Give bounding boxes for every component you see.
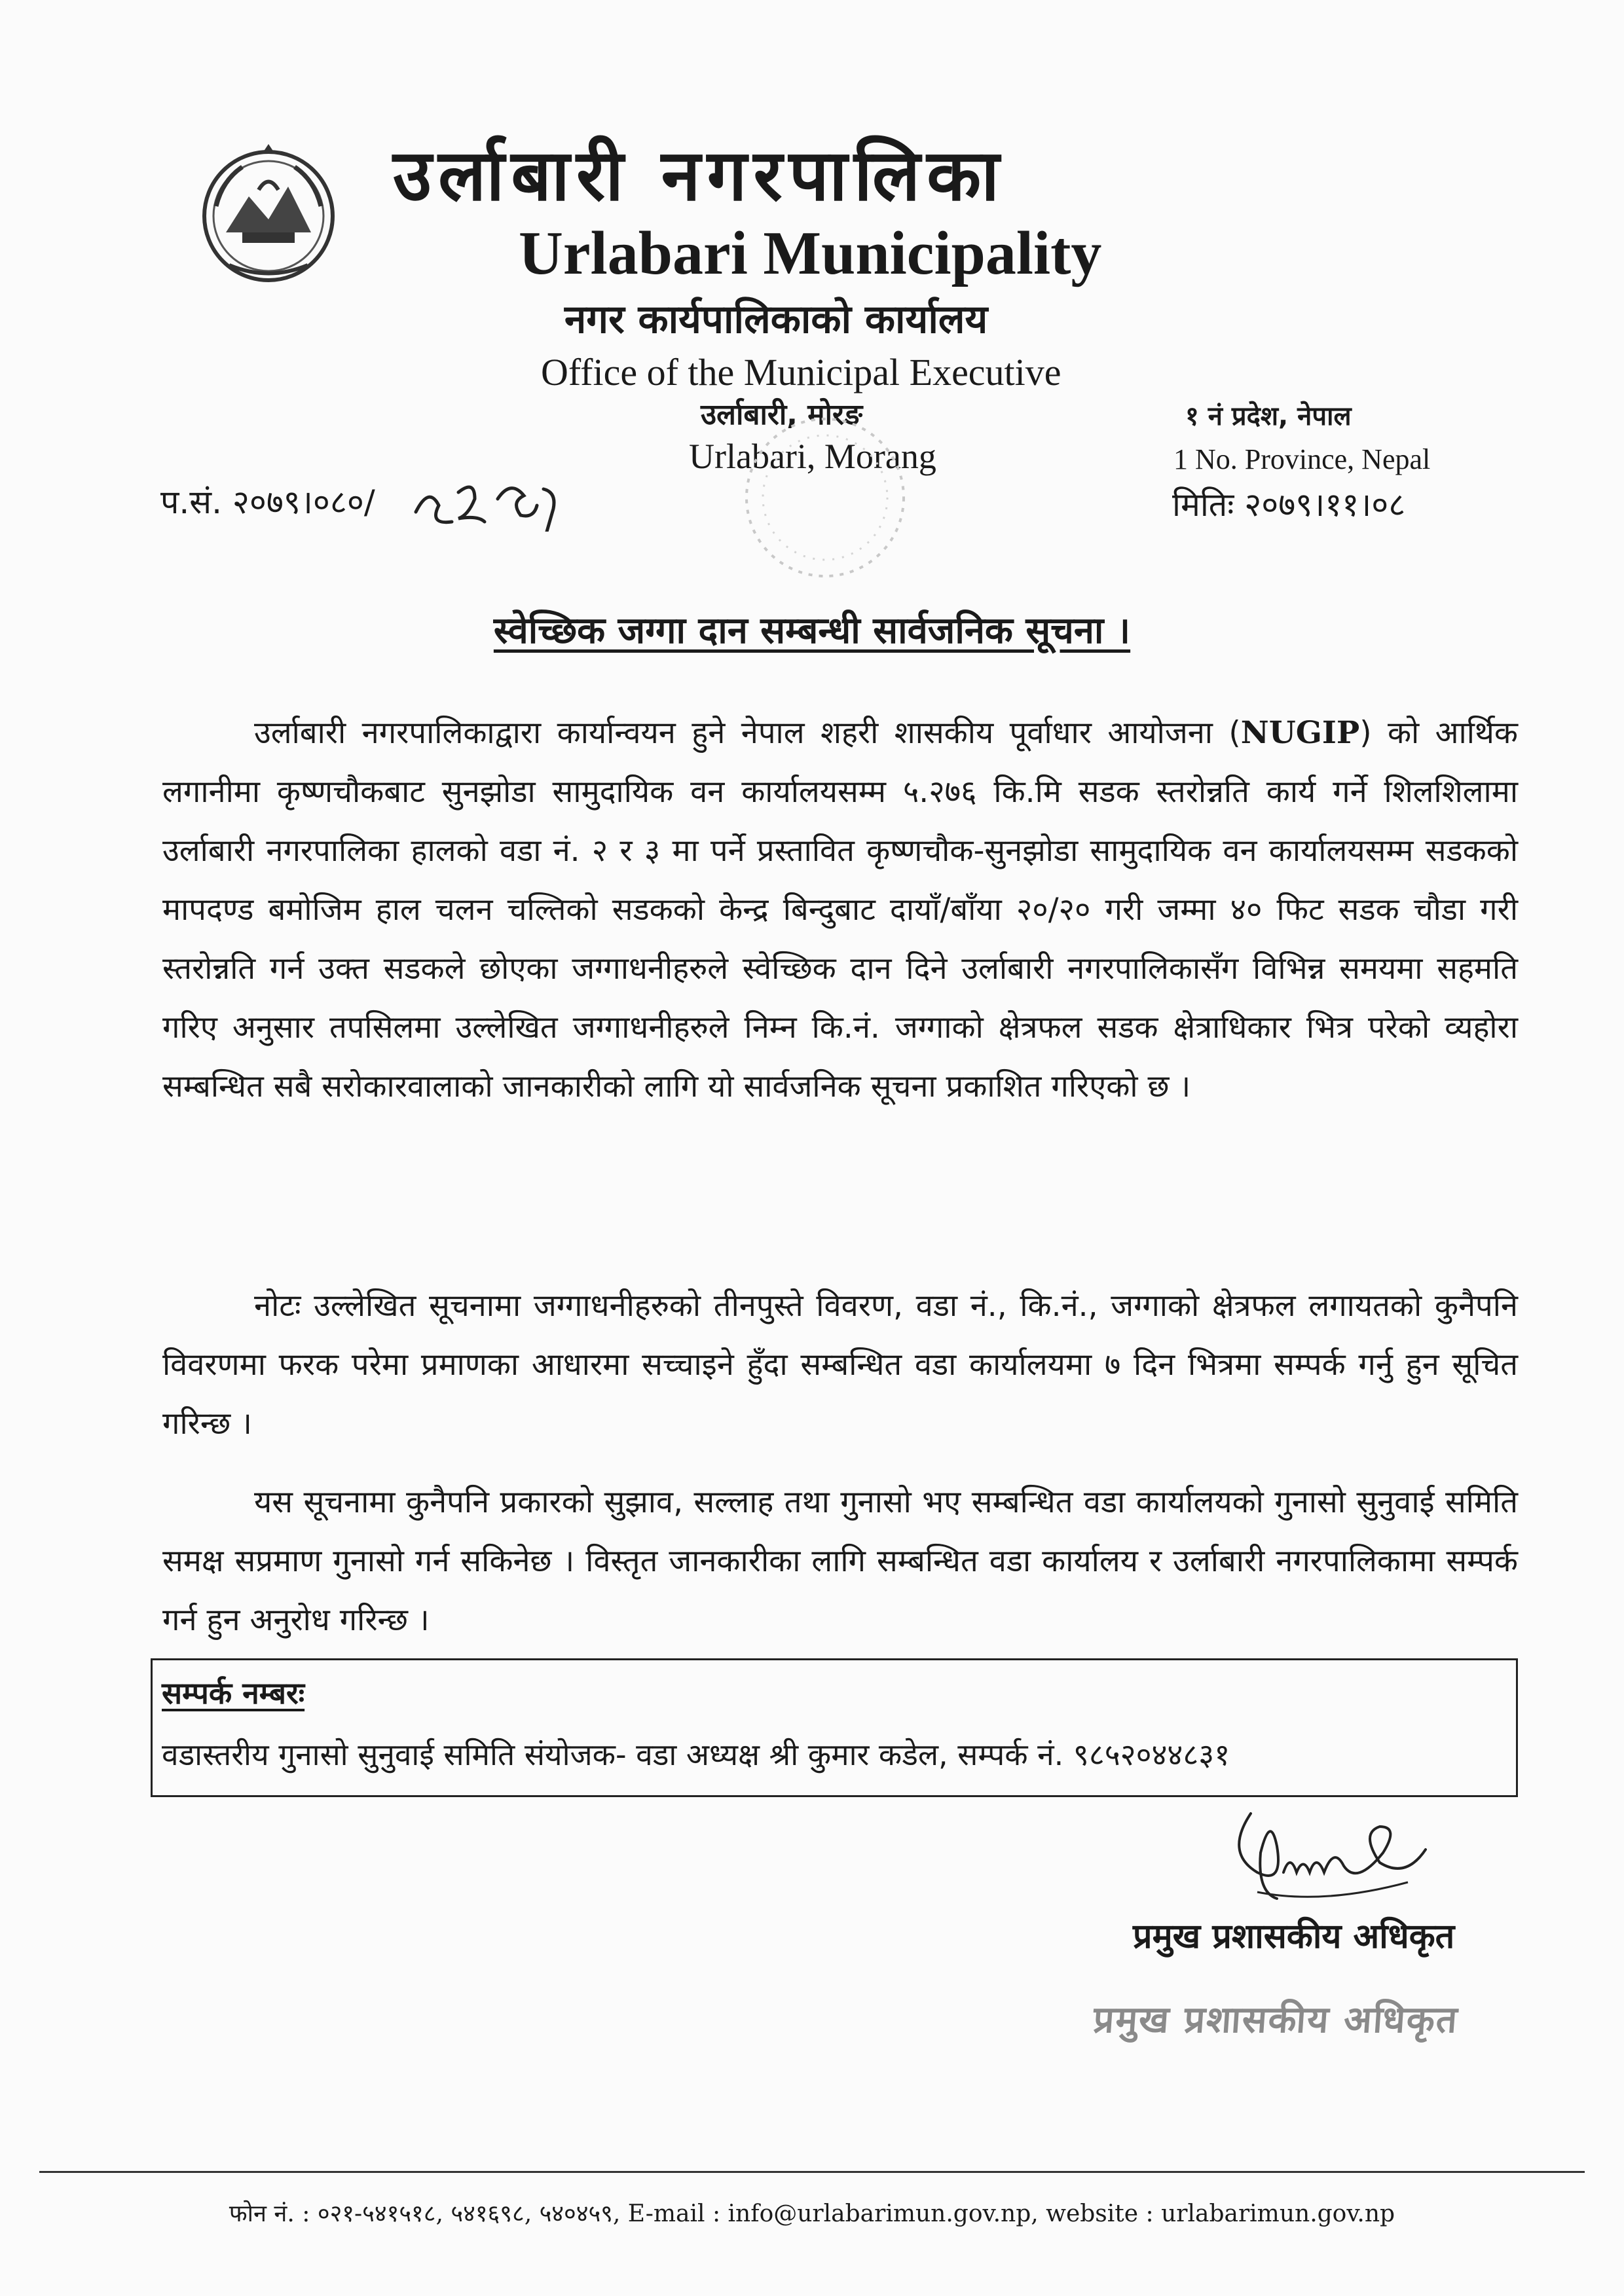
signatory-rubber-stamp: प्रमुख प्रशासकीय अधिकृत xyxy=(1092,1999,1460,2041)
notice-title: स्वेच्छिक जग्गा दान सम्बन्धी सार्वजनिक सूचना । xyxy=(493,610,1131,652)
reference-number: प.सं. २०७९।०८०/ xyxy=(160,483,375,521)
location-nepali: उर्लाबारी, मोरङ xyxy=(701,398,863,431)
municipality-name-nepali: उर्लाबारी नगरपालिका xyxy=(393,135,1006,217)
office-stamp-icon xyxy=(688,399,963,583)
handwritten-reference-number-icon xyxy=(406,473,576,532)
document-date: मितिः २०७९।११।०८ xyxy=(1172,486,1406,524)
contact-heading: सम्पर्क नम्बरः xyxy=(162,1675,305,1711)
footer-contact-info: फोन नं. : ०२१-५४१५१८, ५४१६९८, ५४०४५९, E-mail : info@urlabarimun.gov.np, website : urlabarimun.gov.np xyxy=(229,2200,1395,2227)
notice-paragraph-1: उर्लाबारी नगरपालिकाद्वारा कार्यान्वयन हुने नेपाल शहरी शासकीय पूर्वाधार आयोजना (NUGIP) को आर्थिक लगानीमा कृष्णचौकबाट सुनझोडा सामुदायिक वन कार्यालयसम्म ५.२७६ कि.मि सडक स्तरोन्नति कार्य गर्ने शिलशिलामा उर्लाबारी नगरपालिका हालको वडा नं. २ र ३ मा पर्ने प्रस्तावित कृष्णचौक-सुनझोडा सामुदायिक वन कार्यालयसम्म सडकको मापदण्ड बमोजिम हाल चलन चल्तिको सडकको केन्द्र बिन्दुबाट दायाँ/बाँया २०/२० गरी जम्मा ४० फिट सडक चौडा गरी स्तरोन्नति गर्न उक्त सडकले छोएका जग्गाधनीहरुले स्वेच्छिक दान दिने उर्लाबारी नगरपालिकासँग विभिन्न समयमा सहमति गरिए अनुसार तपसिलमा उल्लेखित जग्गाधनीहरुले निम्न कि.नं. जग्गाको क्षेत्रफल सडक क्षेत्राधिकार भित्र परेको व्यहोरा सम्बन्धित सबै सरोकारवालाको जानकारीको लागि यो सार्वजनिक सूचना प्रकाशित गरिएको छ । xyxy=(162,715,1519,1104)
contact-box xyxy=(151,1658,1518,1797)
footer-divider xyxy=(39,2171,1585,2173)
handwritten-signature-icon xyxy=(1211,1794,1428,1925)
signatory-title: प्रमुख प्रशासकीय अधिकृत xyxy=(1133,1917,1455,1956)
office-name-english: Office of the Municipal Executive xyxy=(541,351,1061,393)
province-nepali: १ नं प्रदेश, नेपाल xyxy=(1185,401,1352,431)
location-english: Urlabari, Morang xyxy=(689,437,936,476)
municipality-name-english: Urlabari Municipality xyxy=(519,219,1102,287)
project-acronym: NUGIP xyxy=(1240,715,1360,751)
municipality-emblem-icon xyxy=(190,134,347,291)
province-english: 1 No. Province, Nepal xyxy=(1173,443,1431,475)
office-name-nepali: नगर कार्यपालिकाको कार्यालय xyxy=(564,297,988,342)
notice-paragraph-note: नोटः उल्लेखित सूचनामा जग्गाधनीहरुको तीनपुस्ते विवरण, वडा नं., कि.नं., जग्गाको क्षेत्रफल लगायतको कुनैपनि विवरणमा फरक परेमा प्रमाणका आधारमा सच्चाइने हुँदा सम्बन्धित वडा कार्यालयमा ७ दिन भित्रमा सम्पर्क गर्नु हुन सूचित गरिन्छ । xyxy=(162,1288,1518,1442)
contact-details: वडास्तरीय गुनासो सुनुवाई समिति संयोजक- वडा अध्यक्ष श्री कुमार कडेल, सम्पर्क नं. ९८५२०४४८३१ xyxy=(162,1737,1230,1772)
notice-paragraph-grievance: यस सूचनामा कुनैपनि प्रकारको सुझाव, सल्लाह तथा गुनासो भए सम्बन्धित वडा कार्यालयको गुनासो सुनुवाई समिति समक्ष सप्रमाण गुनासो गर्न सकिनेछ । विस्तृत जानकारीका लागि सम्बन्धित वडा कार्यालय र उर्लाबारी नगरपालिकामा सम्पर्क गर्न हुन अनुरोध गरिन्छ । xyxy=(162,1484,1518,1638)
